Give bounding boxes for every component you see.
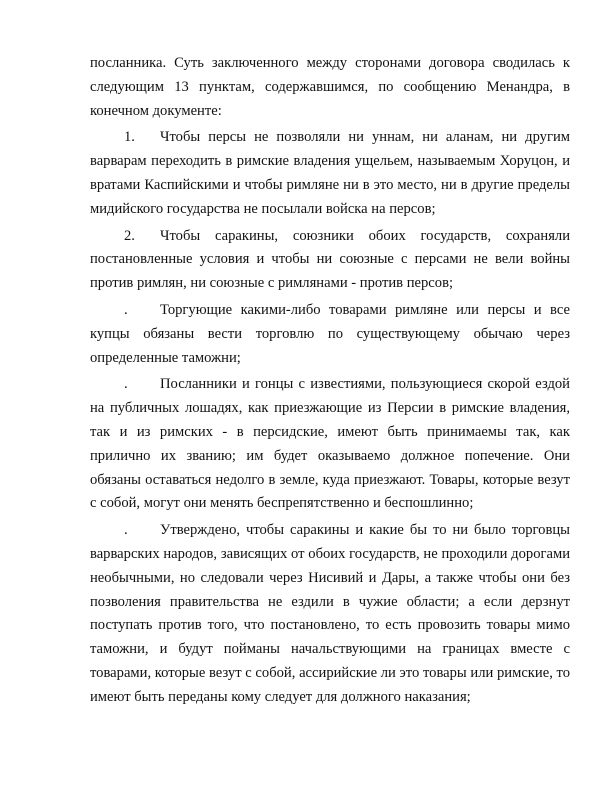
list-marker: . [124, 522, 128, 539]
list-marker: . [124, 301, 128, 318]
paragraph-intro [90, 52, 570, 123]
list-item-4 [90, 373, 570, 516]
list-item-3 [90, 299, 570, 370]
paragraph-text: посланника. Суть заключенного между сторонами договора сводилась к следующим 13 пунктам, содержавшимся, по сообщению Менандра, в конечном документе: [90, 55, 570, 119]
document-body [90, 52, 570, 713]
list-marker: 2. [124, 227, 135, 244]
paragraph-text: Посланники и гонцы с известиями, пользующиеся скорой ездой на публичных лошадях, как приезжающие из Персии в римские владения, так и из римских - в персидские, имеют быть принимаемы так, как прилично их званию; им будет оказываемо должное попечение. Они обязаны оставаться недолго в земле, куда приезжают. Товары, которые везут с собой, могут они менять беспрепятственно и беспошлинно; [90, 376, 570, 512]
paragraph-text: Чтобы персы не позволяли ни уннам, ни аланам, ни другим варварам переходить в римские владения ущельем, называемым Хоруцон, и вратами Каспийскими и чтобы римляне ни в это место, ни в другие пределы мидийского государства не посылали войска на персов; [90, 129, 570, 217]
paragraph-text: Утверждено, чтобы саракины и какие бы то ни было торговцы варварских народов, зависящих от обоих государств, не проходили дорогами необычными, но следовали через Нисивий и Дары, а также чтобы они без позволения правительства не ездили в чужие области; а если дерзнут поступать против того, что постановлено, то есть провозить товары мимо таможни, и будут пойманы начальствующими на границах вместе с товарами, которые везут с собой, ассирийские ли это товары или римские, то имеют быть переданы кому следует для должного наказания; [90, 522, 570, 705]
paragraph-text: Чтобы саракины, союзники обоих государств, сохраняли постановленные условия и чтобы ни союзные с персами не вели войны против римлян, ни союзные с римлянами - против персов; [90, 227, 570, 292]
paragraph-text: Торгующие какими-либо товарами римляне или персы и все купцы обязаны вести торговлю по существующему обычаю через определенные таможни; [90, 301, 570, 366]
list-item-2 [90, 225, 570, 296]
list-item-5 [90, 519, 570, 709]
list-marker: 1. [124, 129, 135, 146]
list-item-1 [90, 126, 570, 221]
list-marker: . [124, 376, 128, 393]
